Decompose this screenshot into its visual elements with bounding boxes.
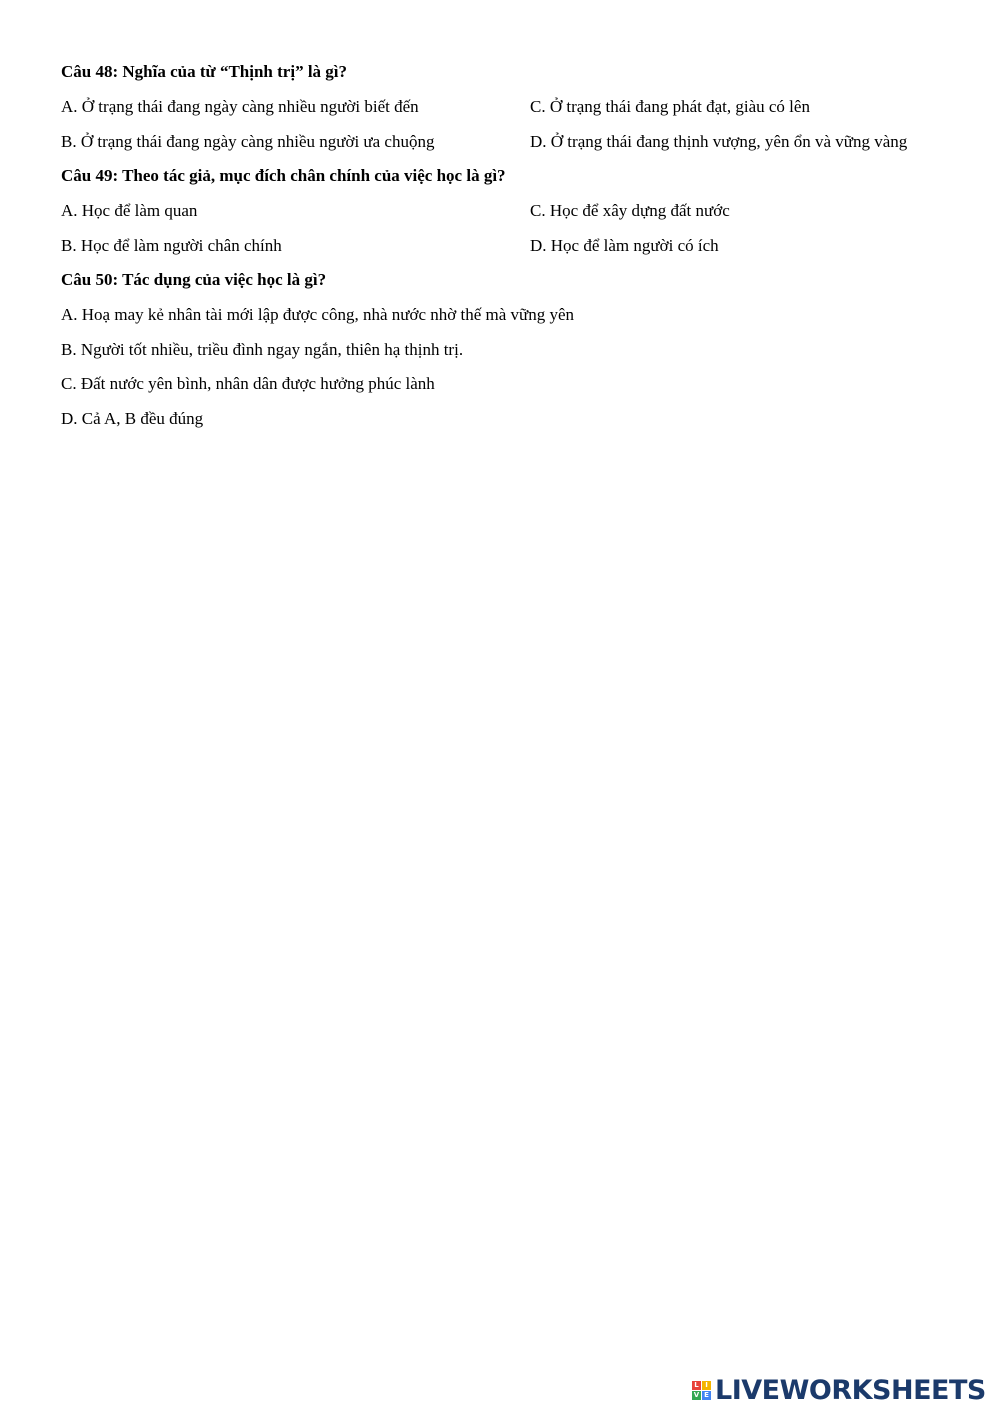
question-50-option-b: B. Người tốt nhiều, triều đình ngay ngắn, thiên hạ thịnh trị. (61, 340, 464, 359)
logo-mark-cell: I (702, 1381, 711, 1390)
question-49-option-d: D. Học để làm người có ích (530, 236, 719, 255)
question-50-title: Câu 50: Tác dụng của việc học là gì? (61, 270, 327, 289)
question-49-option-b: B. Học để làm người chân chính (61, 236, 282, 255)
logo-mark-cell: E (702, 1391, 711, 1400)
logo-mark-cell: V (693, 1390, 700, 1399)
question-48-option-c: C. Ở trạng thái đang phát đạt, giàu có lên (530, 97, 810, 116)
question-50-option-c: C. Đất nước yên bình, nhân dân được hưởng phúc lành (61, 374, 435, 393)
question-48-option-b: B. Ở trạng thái đang ngày càng nhiều người ưa chuộng (61, 132, 435, 151)
question-48-option-d: D. Ở trạng thái đang thịnh vượng, yên ổn và vững vàng (530, 132, 908, 151)
question-48-title: Câu 48: Nghĩa của từ “Thịnh trị” là gì? (61, 62, 348, 81)
question-48-option-a: A. Ở trạng thái đang ngày càng nhiều người biết đến (61, 97, 419, 116)
question-49-title: Câu 49: Theo tác giả, mục đích chân chính của việc học là gì? (61, 166, 506, 185)
liveworksheets-logo (692, 1374, 986, 1406)
logo-mark-cell: L (692, 1381, 701, 1390)
question-49-option-a: A. Học để làm quan (61, 201, 198, 220)
liveworksheets-logo-mark (692, 1381, 711, 1400)
question-49-option-c: C. Học để xây dựng đất nước (530, 201, 730, 220)
liveworksheets-logo-text: LIVEWORKSHEETS (715, 1374, 986, 1406)
question-50-option-a: A. Hoạ may kẻ nhân tài mới lập được công, nhà nước nhờ thế mà vững yên (61, 305, 575, 324)
question-50-option-d: D. Cả A, B đều đúng (61, 409, 204, 428)
